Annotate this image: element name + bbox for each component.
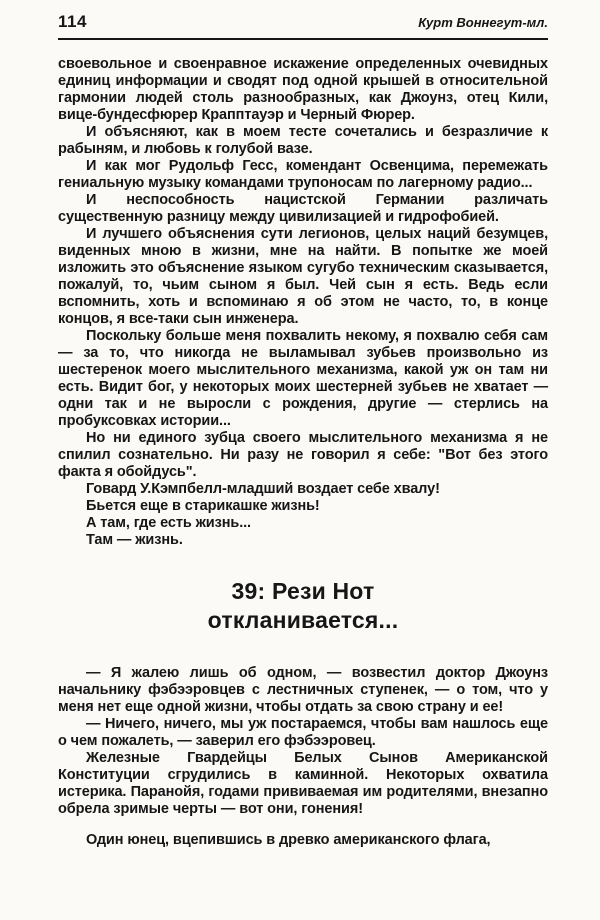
chapter-heading-line2: откланивается... (207, 607, 399, 633)
header-rule (58, 38, 548, 40)
running-header (58, 12, 548, 32)
chapter-heading-line1: 39: Рези Нот (231, 578, 375, 604)
page-number: 114 (58, 12, 87, 31)
paragraph: Поскольку больше меня похвалить некому, я похвалю себя сам — за то, что никогда не выламывал зубьев произвольно из шестеренок моего мыслительного механизма, какой уж он там ни есть. Видит бог, у некоторых моих шестерней зубьев не хватает — одни так и не выросли с рождения, другие — стерлись на пробуксовках истории... (58, 328, 548, 429)
paragraph: своевольное и своенравное искажение определенных очевидных единиц информации и сводят под одной крышей в относительной гармонии людей столь разнообразных, как Джоунз, отец Кили, вице-бундесфюрер Крапптауэр и Черный Фюрер. (58, 56, 548, 123)
chapter-heading (58, 577, 548, 635)
paragraph: Говард У.Кэмпбелл-младший воздает себе хвалу! (86, 481, 440, 497)
paragraph: А там, где есть жизнь... (86, 515, 251, 531)
paragraph: Но ни единого зубца своего мыслительного механизма я не спилил сознательно. Ни разу не говорил я себе: "Вот без этого факта я обойдусь". (58, 430, 548, 480)
paragraph: Один юнец, вцепившись в древко американского флага, (86, 832, 491, 848)
paragraph: — Ничего, ничего, мы уж постараемся, чтобы вам нашлось еще о чем пожалеть, — заверил его фэбээровец. (58, 716, 548, 749)
paragraph: Бьется еще в старикашке жизнь! (86, 498, 320, 514)
paragraph: — Я жалею лишь об одном, — возвестил доктор Джоунз начальнику фэбээровцев с лестничных ступенек, — о том, что у меня нет еще одной жизни, чтобы отдать за свою страну и ее! (58, 665, 548, 715)
running-title: Курт Воннегут-мл. (418, 15, 548, 30)
body-text (58, 56, 548, 849)
paragraph: И неспособность нацистской Германии различать существенную разницу между цивилизацией и гидрофобией. (58, 192, 548, 225)
paragraph: Там — жизнь. (86, 532, 183, 548)
paragraph: Железные Гвардейцы Белых Сынов Американской Конституции сгрудились в каминной. Некоторых охватила истерика. Паранойя, годами прививаемая им родителями, внезапно обрела зримые черты — вот они, гонения! (58, 750, 548, 817)
paragraph: И как мог Рудольф Гесс, комендант Освенцима, перемежать гениальную музыку командами трупоносам по лагерному радио... (58, 158, 548, 191)
paragraph: И объясняют, как в моем тесте сочетались и безразличие к рабыням, и любовь к голубой вазе. (58, 124, 548, 157)
paragraph: И лучшего объяснения сути легионов, целых наций безумцев, виденных мною в жизни, мне на найти. В попытке же моей изложить это объяснение языком сугубо техническим сказывается, пожалуй, то, чьим сыном я был. Чей сын я есть. Ведь если вспомнить, хоть и вспоминаю я об этом не часто, то, в конце концов, я все-таки сын инженера. (58, 226, 548, 327)
